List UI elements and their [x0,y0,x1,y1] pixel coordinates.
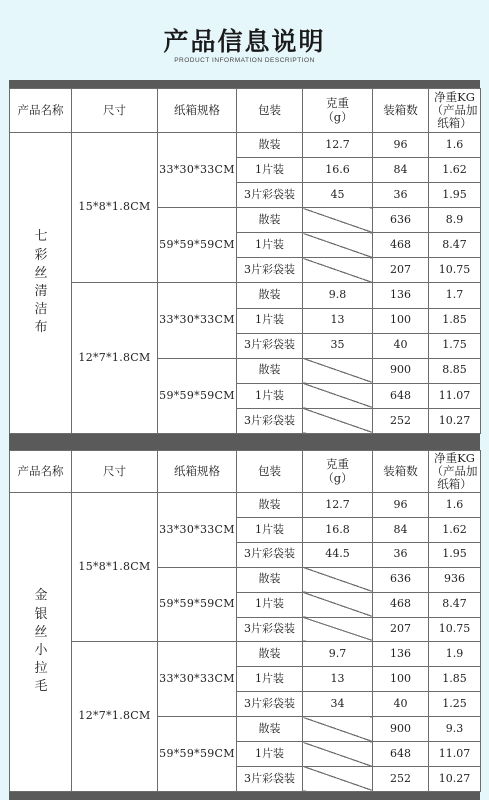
page-subtitle: PRODUCT INFORMATION DESCRIPTION [174,57,315,64]
size-cell: 15*8*1.8CM [72,133,158,283]
packaging-cell: 3片彩袋装 [237,542,303,567]
carton-count-cell: 468 [373,233,429,258]
weight-cell [303,592,373,617]
weight-cell: 45 [303,183,373,208]
packaging-cell: 散装 [237,358,303,383]
carton-spec-cell: 59*59*59CM [158,208,237,283]
weight-cell: 34 [303,692,373,717]
weight-cell: 44.5 [303,542,373,567]
packaging-cell: 散装 [237,717,303,742]
column-header: 克重 （g） [303,89,373,133]
product-name: 金银丝小拉毛 [34,588,48,695]
net-weight-cell: 11.07 [429,383,481,408]
carton-spec-cell: 33*30*33CM [158,283,237,358]
weight-cell [303,617,373,642]
net-weight-cell: 10.75 [429,258,481,283]
net-weight-cell: 1.7 [429,283,481,308]
carton-count-cell: 136 [373,642,429,667]
net-weight-cell: 1.62 [429,517,481,542]
packaging-cell: 3片彩袋装 [237,408,303,433]
spec-table [9,88,481,434]
weight-cell: 9.8 [303,283,373,308]
net-weight-cell: 8.85 [429,358,481,383]
packaging-cell: 3片彩袋装 [237,617,303,642]
carton-count-cell: 36 [373,183,429,208]
net-weight-cell: 8.9 [429,208,481,233]
page-header [0,0,489,90]
carton-count-cell: 648 [373,383,429,408]
table-row [10,133,481,158]
net-weight-cell: 1.62 [429,158,481,183]
weight-cell: 35 [303,333,373,358]
carton-spec-cell: 33*30*33CM [158,133,237,208]
packaging-cell: 3片彩袋装 [237,766,303,791]
carton-spec-cell: 59*59*59CM [158,567,237,642]
carton-count-cell: 900 [373,717,429,742]
spec-table-block [9,80,480,442]
net-weight-cell: 1.95 [429,183,481,208]
packaging-cell: 散装 [237,133,303,158]
carton-count-cell: 252 [373,766,429,791]
carton-count-cell: 207 [373,258,429,283]
net-weight-cell: 11.07 [429,742,481,767]
page-title: 产品信息说明 [163,27,326,56]
column-header: 装箱数 [373,451,429,493]
carton-spec-cell: 59*59*59CM [158,717,237,792]
header-row [10,451,481,493]
carton-count-cell: 96 [373,493,429,518]
packaging-cell: 散装 [237,642,303,667]
column-header: 纸箱规格 [158,451,237,493]
net-weight-cell: 1.9 [429,642,481,667]
product-name: 七彩丝清洁布 [34,229,48,336]
table-row [10,283,481,308]
product-name-cell [10,133,72,434]
column-header: 克重 （g） [303,451,373,493]
carton-count-cell: 207 [373,617,429,642]
packaging-cell: 散装 [237,493,303,518]
table-row [10,493,481,518]
packaging-cell: 1片装 [237,233,303,258]
column-header: 尺寸 [72,451,158,493]
packaging-cell: 3片彩袋装 [237,258,303,283]
carton-count-cell: 252 [373,408,429,433]
weight-cell [303,742,373,767]
packaging-cell: 1片装 [237,592,303,617]
column-header: 净重KG （产品加 纸箱） [429,451,481,493]
net-weight-cell: 1.95 [429,542,481,567]
net-weight-cell: 1.25 [429,692,481,717]
column-header: 尺寸 [72,89,158,133]
net-weight-cell: 8.47 [429,592,481,617]
carton-count-cell: 636 [373,567,429,592]
weight-cell: 13 [303,308,373,333]
carton-count-cell: 96 [373,133,429,158]
net-weight-cell: 1.6 [429,493,481,518]
packaging-cell: 散装 [237,208,303,233]
column-header: 包装 [237,451,303,493]
packaging-cell: 3片彩袋装 [237,183,303,208]
packaging-cell: 3片彩袋装 [237,333,303,358]
carton-count-cell: 100 [373,667,429,692]
size-cell: 12*7*1.8CM [72,642,158,792]
carton-spec-cell: 33*30*33CM [158,642,237,717]
column-header: 装箱数 [373,89,429,133]
weight-cell [303,258,373,283]
packaging-cell: 散装 [237,283,303,308]
net-weight-cell: 9.3 [429,717,481,742]
carton-count-cell: 40 [373,333,429,358]
packaging-cell: 1片装 [237,517,303,542]
weight-cell [303,408,373,433]
product-name-cell [10,493,72,792]
column-header: 纸箱规格 [158,89,237,133]
carton-count-cell: 900 [373,358,429,383]
packaging-cell: 1片装 [237,308,303,333]
carton-count-cell: 40 [373,692,429,717]
column-header: 产品名称 [10,451,72,493]
weight-cell: 12.7 [303,133,373,158]
weight-cell: 13 [303,667,373,692]
packaging-cell: 1片装 [237,667,303,692]
carton-count-cell: 136 [373,283,429,308]
packaging-cell: 1片装 [237,742,303,767]
weight-cell: 16.6 [303,158,373,183]
net-weight-cell: 1.85 [429,667,481,692]
packaging-cell: 1片装 [237,158,303,183]
carton-count-cell: 636 [373,208,429,233]
packaging-cell: 3片彩袋装 [237,692,303,717]
net-weight-cell: 10.75 [429,617,481,642]
weight-cell [303,358,373,383]
packaging-cell: 散装 [237,567,303,592]
column-header: 产品名称 [10,89,72,133]
net-weight-cell: 8.47 [429,233,481,258]
header-row [10,89,481,133]
weight-cell [303,233,373,258]
packaging-cell: 1片装 [237,383,303,408]
weight-cell [303,567,373,592]
spec-table [9,450,481,792]
size-cell: 15*8*1.8CM [72,493,158,642]
weight-cell: 12.7 [303,493,373,518]
weight-cell: 9.7 [303,642,373,667]
carton-count-cell: 100 [373,308,429,333]
weight-cell [303,208,373,233]
weight-cell [303,717,373,742]
net-weight-cell: 1.6 [429,133,481,158]
weight-cell [303,383,373,408]
carton-count-cell: 36 [373,542,429,567]
size-cell: 12*7*1.8CM [72,283,158,434]
net-weight-cell: 10.27 [429,766,481,791]
weight-cell [303,766,373,791]
carton-spec-cell: 33*30*33CM [158,493,237,568]
weight-cell: 16.8 [303,517,373,542]
column-header: 净重KG （产品加 纸箱） [429,89,481,133]
net-weight-cell: 1.75 [429,333,481,358]
net-weight-cell: 1.85 [429,308,481,333]
table-row [10,642,481,667]
carton-count-cell: 84 [373,158,429,183]
net-weight-cell: 10.27 [429,408,481,433]
spec-table-block [9,442,480,800]
column-header: 包装 [237,89,303,133]
net-weight-cell: 936 [429,567,481,592]
carton-count-cell: 84 [373,517,429,542]
carton-count-cell: 468 [373,592,429,617]
carton-count-cell: 648 [373,742,429,767]
carton-spec-cell: 59*59*59CM [158,358,237,433]
